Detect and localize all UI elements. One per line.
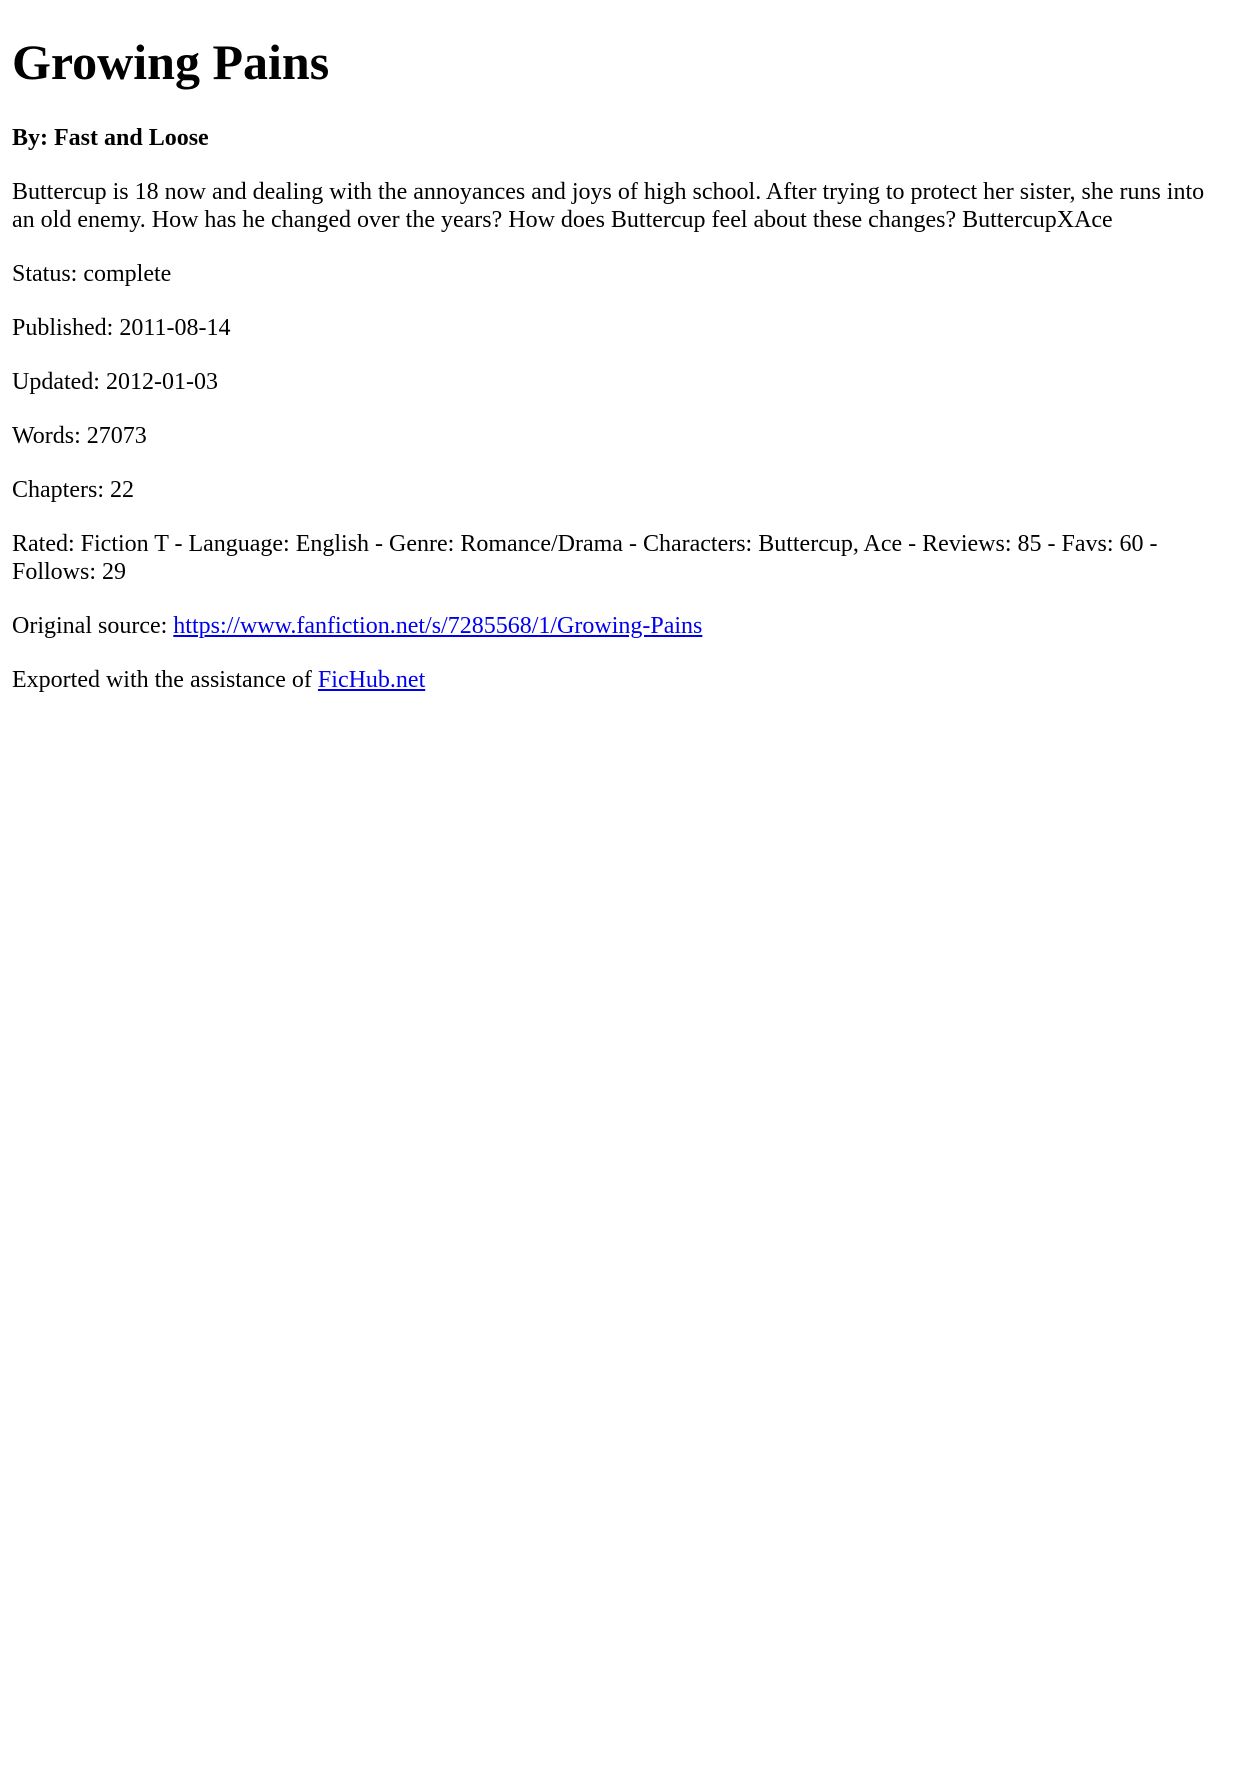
original-source-line <box>12 612 1228 640</box>
updated-line: Updated: 2012-01-03 <box>12 369 218 395</box>
words-line: Words: 27073 <box>12 423 147 449</box>
published-line: Published: 2011-08-14 <box>12 315 231 341</box>
document-page <box>0 32 1240 1784</box>
chapters-line: Chapters: 22 <box>12 477 134 503</box>
story-title: Growing Pains <box>12 34 330 90</box>
author-line: By: Fast and Loose <box>12 125 209 151</box>
original-source-label: Original source: <box>12 613 174 639</box>
export-credit-line <box>12 666 1228 694</box>
export-credit-label: Exported with the assistance of <box>12 667 318 693</box>
original-source-link[interactable]: https://www.fanfiction.net/s/7285568/1/Growing-Pains <box>173 613 703 639</box>
story-summary: Buttercup is 18 now and dealing with the annoyances and joys of high school. After trying to protect her sister, she runs into an old enemy. How has he changed over the years? How does Buttercup feel about these changes? ButtercupXAce <box>12 179 1205 233</box>
status-line: Status: complete <box>12 261 172 287</box>
fichub-link[interactable]: FicHub.net <box>317 667 426 693</box>
rating-details-line: Rated: Fiction T - Language: English - Genre: Romance/Drama - Characters: Buttercup, Ace - Reviews: 85 - Favs: 60 - Follows: 29 <box>12 531 1158 585</box>
